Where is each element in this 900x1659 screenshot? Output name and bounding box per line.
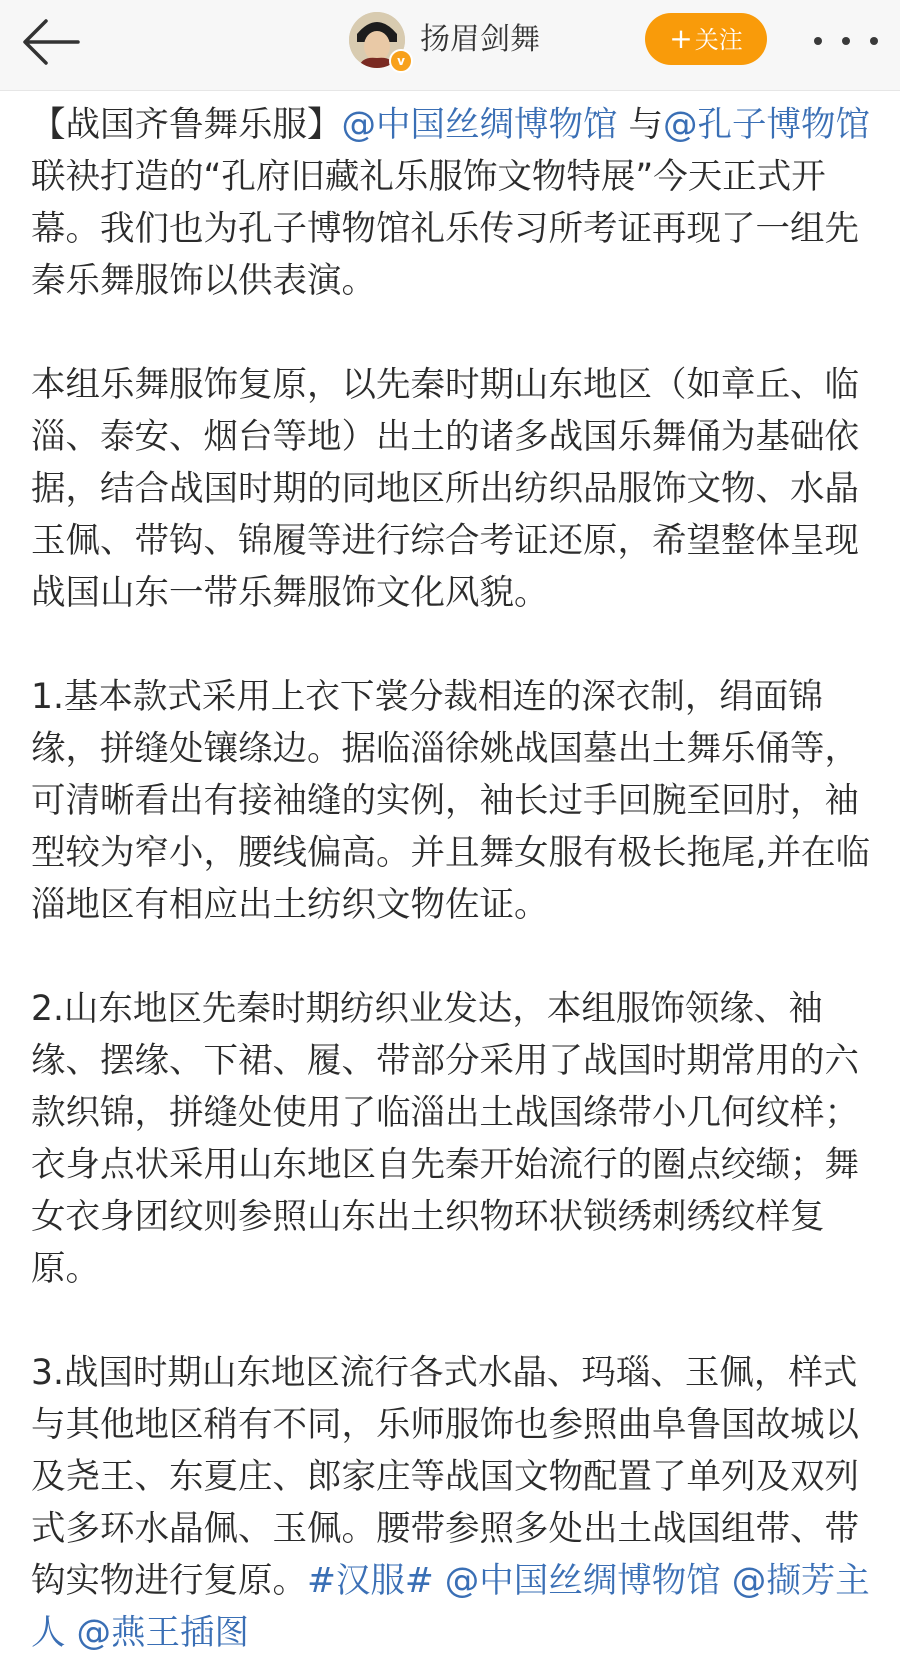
follow-button[interactable] <box>645 13 767 65</box>
post-text: 联袂打造的“孔府旧藏礼乐服饰文物特展”今天正式开幕。我们也为孔子博物馆礼乐传习所考证再现了一组先秦乐舞服饰以供表演。 <box>31 157 859 301</box>
post-content <box>31 99 881 1659</box>
mention-link-yanwang[interactable]: @燕王插图 <box>76 1613 249 1653</box>
mention-link-silk-museum[interactable]: @中国丝绸博物馆 <box>341 105 618 145</box>
mention-link-confucius-museum[interactable]: @孔子博物馆 <box>662 105 870 145</box>
post-paragraph-1 <box>31 99 881 307</box>
follow-label: 关注 <box>694 26 743 54</box>
more-dot <box>870 37 878 45</box>
mention-link-xiefang[interactable]: @撷芳主人 <box>31 1561 870 1653</box>
post-text: 与 <box>617 105 663 145</box>
post-paragraph-4: 2.山东地区先秦时期纺织业发达，本组服饰领缘、袖缘、摆缘、下裙、履、带部分采用了战国时期常用的六款织锦，拼缝处使用了临淄出土战国绦带小几何纹样；衣身点状采用山东地区自先秦开始流行的圈点绞缬；舞女衣身团纹则参照山东出土织物环状锁绣刺绣纹样复原。 <box>31 989 859 1289</box>
plus-icon: + <box>669 22 693 55</box>
verified-badge: v <box>389 49 413 73</box>
top-bar <box>0 0 900 91</box>
post-paragraph-3: 1.基本款式采用上衣下裳分裁相连的深衣制，绢面锦缘，拼缝处镶绦边。据临淄徐姚战国墓出土舞乐俑等，可清晰看出有接袖缝的实例，袖长过手回腕至回肘，袖型较为窄小，腰线偏高。并且舞女服有极长拖尾,并在临淄地区有相应出土纺织文物佐证。 <box>31 677 870 925</box>
more-dots-icon <box>814 37 822 45</box>
post-title: 【战国齐鲁舞乐服】 <box>31 105 342 145</box>
more-dot <box>842 37 850 45</box>
arrow-left-icon <box>16 12 86 72</box>
mention-link-silk-museum[interactable]: @中国丝绸博物馆 <box>444 1561 721 1601</box>
back-button[interactable] <box>16 12 86 72</box>
more-button[interactable] <box>812 25 882 55</box>
post-paragraph-5 <box>31 1347 881 1659</box>
user-name[interactable]: 扬眉剑舞 <box>420 22 540 57</box>
hashtag-link[interactable]: #汉服# <box>307 1561 434 1601</box>
post-paragraph-2: 本组乐舞服饰复原，以先秦时期山东地区（如章丘、临淄、泰安、烟台等地）出土的诸多战国乐舞俑为基础依据，结合战国时期的同地区所出纺织品服饰文物、水晶玉佩、带钩、锦履等进行综合考证还原，希望整体呈现战国山东一带乐舞服饰文化风貌。 <box>31 365 859 613</box>
post-text: 3.战国时期山东地区流行各式水晶、玛瑙、玉佩，样式与其他地区稍有不同，乐师服饰也参照曲阜鲁国故城以及尧王、东夏庄、郎家庄等战国文物配置了单列及双列式多环水晶佩、玉佩。腰带参照多处出土战国组带、带钩实物进行复原。 <box>31 1353 859 1601</box>
